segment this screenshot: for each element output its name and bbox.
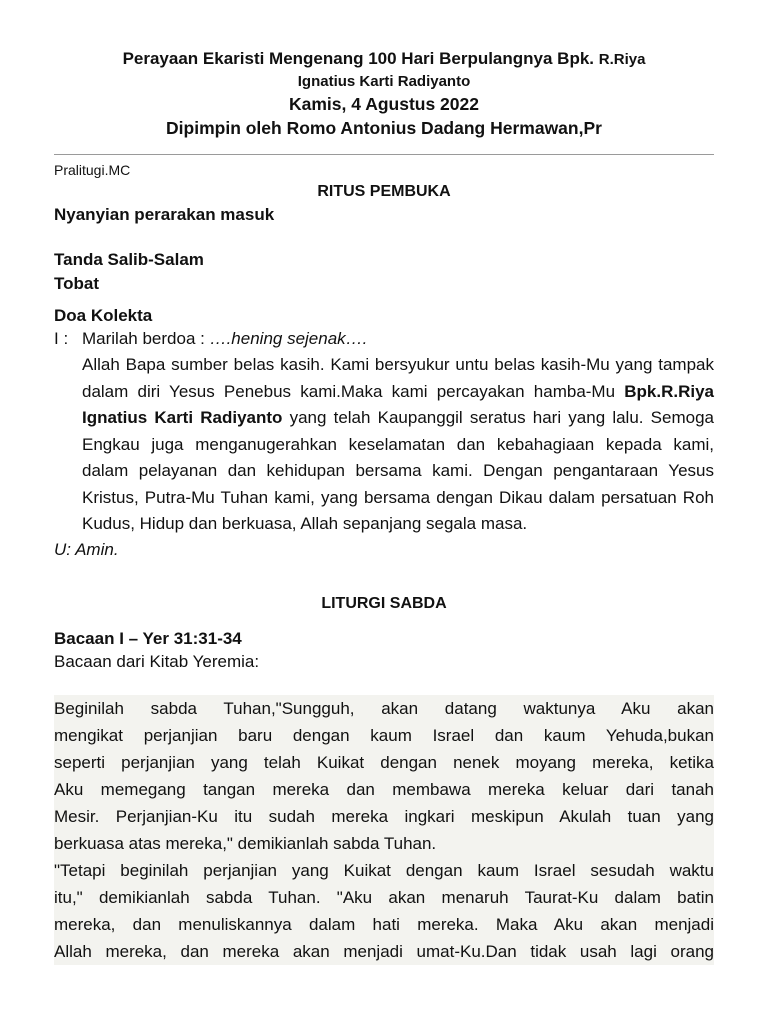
header-date: Kamis, 4 Agustus 2022 [289,94,479,114]
collect-prayer-text [82,352,714,538]
invitation-text-plain: Marilah berdoa : [82,329,210,348]
collect-prayer-part2: yang telah Kaupanggil seratus hari yang lalu. Semoga Engkau juga menganugerahkan keselamatan dan kebahagiaan kepada kami, dalam pelayanan dan kehidupan bersama kami. Dengan pengantaraan Yesus Kristus, Putra-Mu Tuhan kami, yang bersama dengan Dikau dalam persatuan Roh Kudus, Hidup dan berkuasa, Allah sepanjang segala masa. [82,408,714,533]
header-title-line1 [54,47,714,72]
header-celebrant: Dipimpin oleh Romo Antonius Dadang Hermawan,Pr [166,118,602,138]
mc-label: Pralitugi.MC [54,162,131,178]
reading-line: itu," demikianlah sabda Tuhan. "Aku akan menaruh Taurat-Ku dalam batin [54,884,714,911]
reading-line: mengikat perjanjian baru dengan kaum Israel dan kaum Yehuda,bukan [54,722,714,749]
collect-prayer-part1: Allah Bapa sumber belas kasih. Kami bersyukur untu belas kasih-Mu yang tampak dalam diri Yesus Penebus kami.Maka kami percayakan hamba-Mu [82,355,714,401]
reading-line: berkuasa atas mereka," demikianlah sabda Tuhan. [54,830,714,857]
header-divider [54,154,714,155]
reading-line: Mesir. Perjanjian-Ku itu sudah mereka ingkari meskipun Akulah tuan yang [54,803,714,830]
reading-line: Beginilah sabda Tuhan,"Sungguh, akan datang waktunya Aku akan [54,695,714,722]
document-header [54,0,714,140]
nyanyian-heading: Nyanyian perarakan masuk [54,205,275,224]
reading-line: seperti perjanjian yang telah Kuikat dengan nenek moyang mereka, ketika [54,749,714,776]
doa-kolekta-heading: Doa Kolekta [54,306,153,325]
reading-line: "Tetapi beginilah perjanjian yang Kuikat dengan kaum Israel sesudah waktu [54,857,714,884]
reading-line: Aku memegang tangan mereka dan membawa mereka keluar dari tanah [54,776,714,803]
doa-kolekta-block [54,304,714,562]
reading-text [54,695,714,965]
header-title-main: Perayaan Ekaristi Mengenang 100 Hari Berpulangnya Bpk. [122,49,595,68]
imam-label: I : [54,329,69,348]
tobat-heading: Tobat [54,274,100,293]
tanda-tobat-block [54,248,714,296]
invitation-line [54,328,714,350]
reading-line: Allah mereka, dan mereka akan menjadi umat-Ku.Dan tidak usah lagi orang [54,938,714,965]
header-title-name: R.Riya [598,51,646,68]
amin-response: U: Amin. [54,539,119,559]
ritus-pembuka-section [54,181,714,227]
bacaan-heading: Bacaan I – Yer 31:31-34 [54,629,242,648]
invitation-text-italic: ….hening sejenak…. [209,329,368,348]
liturgi-sabda-section [54,593,714,673]
collect-prayer-deceased-name: Bpk.R.Riya Ignatius Karti Radiyanto [82,381,714,427]
bacaan-subheading: Bacaan dari Kitab Yeremia: [54,652,260,671]
tanda-salib-heading: Tanda Salib-Salam [54,250,204,269]
header-title-line2: Ignatius Karti Radiyanto [297,73,471,90]
invitation-text [82,328,367,350]
ritus-pembuka-title: RITUS PEMBUKA [317,183,451,200]
reading-line: mereka, dan menuliskannya dalam hati mereka. Maka Aku akan menjadi [54,911,714,938]
liturgi-sabda-title: LITURGI SABDA [321,595,447,612]
